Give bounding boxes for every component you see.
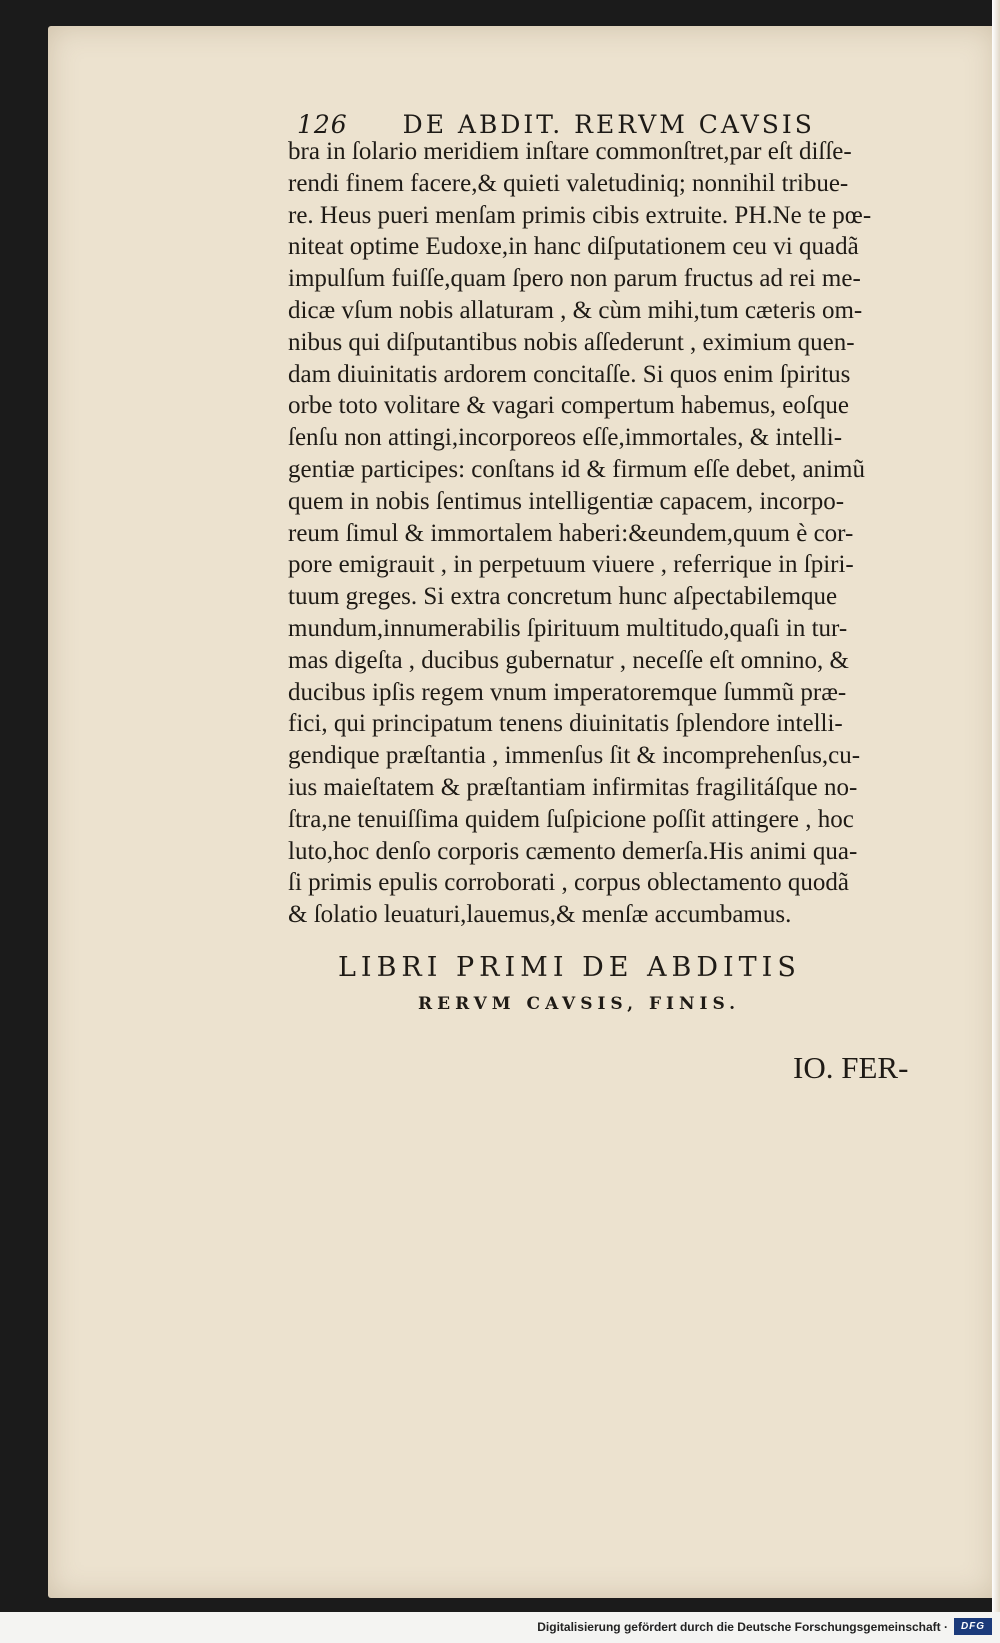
text-line: ius maieſtatem & præſtantiam infirmitas fragilitáſque no- [288, 773, 858, 801]
body-text [288, 136, 936, 931]
page-number: 126 [297, 110, 348, 139]
scan-edge [992, 0, 1000, 1612]
text-line: dam diuinitatis ardorem concitaſſe. Si quos enim ſpiritus [288, 360, 851, 388]
digitization-credit: Digitalisierung gefördert durch die Deutsche Forschungsgemeinschaft · [537, 1620, 948, 1634]
text-line: ſi primis epulis corroborati , corpus oblectamento quodã [288, 869, 849, 897]
text-line: rendi finem facere,& quieti valetudiniq; nonnihil tribue- [288, 169, 849, 197]
running-title: DE ABDIT. RERVM CAVSIS [402, 110, 815, 139]
text-line: ſtra,ne tenuiſſima quidem ſuſpicione poſſit attingere , hoc [288, 805, 854, 833]
text-line: & ſolatio leuaturi,lauemus,& menſæ accumbamus. [288, 901, 792, 929]
text-line: dicæ vſum nobis allaturam , & cùm mihi,tum cæteris om- [288, 296, 863, 324]
text-line: quem in nobis ſentimus intelligentiæ capacem, incorpo- [288, 487, 845, 515]
running-header [297, 110, 815, 139]
text-line: ducibus ipſis regem vnum imperatoremque ſummũ præ- [288, 678, 847, 706]
text-line: gentiæ participes: conſtans id & firmum eſſe debet, animũ [288, 455, 865, 483]
text-line: orbe toto volitare & vagari compertum habemus, eoſque [288, 392, 849, 420]
text-line: pore emigrauit , in perpetuum viuere , referrique in ſpiri- [288, 551, 854, 579]
colophon-line-1: LIBRI PRIMI DE ABDITIS [338, 952, 801, 983]
text-line: mundum,innumerabilis ſpirituum multitudo,quaſi in tur- [288, 614, 848, 642]
colophon-line-2: RERVM CAVSIS, FINIS. [418, 994, 741, 1014]
text-line: nibus qui diſputantibus nobis aſſederunt , eximium quen- [288, 328, 855, 356]
text-line: niteat optime Eudoxe,in hanc diſputationem ceu vi quadã [288, 233, 859, 261]
catchword: IO. FER- [793, 1050, 909, 1085]
text-line: reum ſimul & immortalem haberi:&eundem,quum è cor- [288, 519, 854, 547]
text-line: luto,hoc denſo corporis cæmento demerſa.His animi qua- [288, 837, 858, 865]
text-line: re. Heus pueri menſam primis cibis extruite. PH.Ne te pœ- [288, 201, 872, 229]
dfg-logo: DFG [954, 1618, 992, 1635]
text-line: impulſum fuiſſe,quam ſpero non parum fructus ad rei me- [288, 265, 861, 293]
text-line: gendique præſtantia , immenſus ſit & incomprehenſus,cu- [288, 742, 861, 770]
text-line: bra in ſolario meridiem inſtare commonſtret,par eſt diſſe- [288, 138, 852, 165]
text-line: fici, qui principatum tenens diuinitatis ſplendore intelli- [288, 710, 843, 738]
text-line: tuum greges. Si extra concretum hunc aſpectabilemque [288, 583, 838, 611]
text-line: mas digeſta , ducibus gubernatur , neceſſe eſt omnino, & [288, 646, 849, 674]
text-line: ſenſu non attingi,incorporeos eſſe,immortales, & intelli- [288, 424, 843, 452]
